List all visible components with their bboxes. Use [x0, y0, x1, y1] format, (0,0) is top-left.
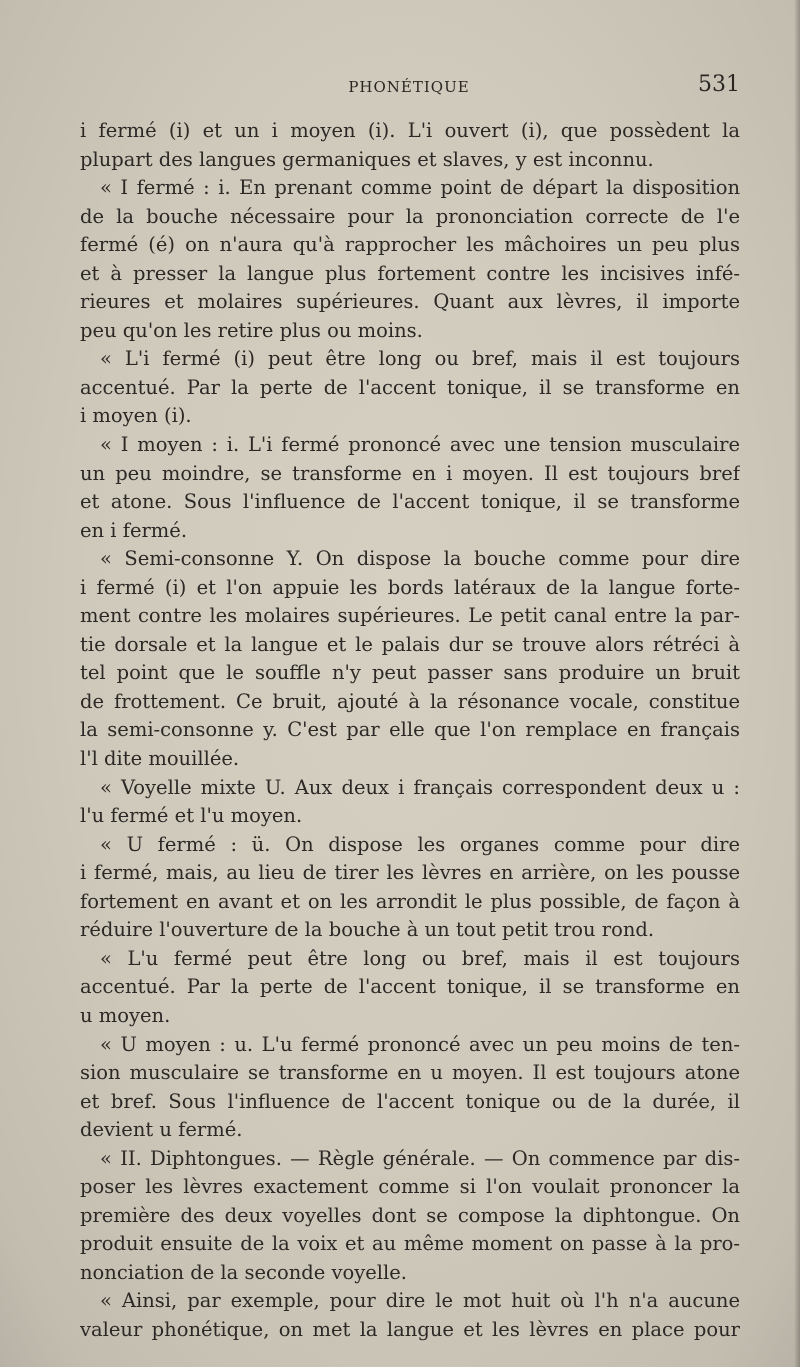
text-line: i moyen (i). — [80, 404, 192, 428]
text-line: et à presser la langue plus fortement contre les incisives infé- — [80, 261, 740, 285]
text-line: accentué. Par la perte de l'accent tonique, il se transforme en — [80, 375, 740, 399]
text-line: « II. Diphtongues. — Règle générale. — On commence par dis- — [100, 1146, 740, 1170]
page-number: 531 — [698, 72, 740, 97]
text-line: fortement en avant et on les arrondit le plus possible, de façon à — [80, 889, 740, 913]
text-line: i fermé, mais, au lieu de tirer les lèvres en arrière, on les pousse — [80, 861, 740, 885]
text-line: i fermé (i) et l'on appuie les bords latéraux de la langue forte- — [80, 575, 740, 599]
text-line: « Ainsi, par exemple, pour dire le mot huit où l'h n'a aucune — [100, 1289, 740, 1313]
text-line: l'l dite mouillée. — [80, 747, 240, 771]
text-line: « I moyen : i. L'i fermé prononcé avec une tension musculaire — [100, 433, 740, 457]
text-line: nonciation de la seconde voyelle. — [80, 1260, 408, 1284]
text-line: « L'i fermé (i) peut être long ou bref, mais il est toujours — [100, 347, 740, 371]
text-line: fermé (é) on n'aura qu'à rapprocher les mâchoires un peu plus — [80, 233, 740, 257]
text-line: « L'u fermé peut être long ou bref, mais il est toujours — [100, 946, 740, 970]
text-line: plupart des langues germaniques et slaves, y est inconnu. — [80, 147, 654, 171]
text-line: i fermé (i) et un i moyen (i). L'i ouvert (i), que possèdent la — [80, 119, 740, 142]
text-line: accentué. Par la perte de l'accent tonique, il se transforme en — [80, 975, 740, 999]
text-line: tel point que le souffle n'y peut passer sans produire un bruit — [80, 661, 740, 685]
text-line: peu qu'on les retire plus ou moins. — [80, 318, 423, 342]
text-line: devient u fermé. — [80, 1118, 243, 1142]
text-line: produit ensuite de la voix et au même moment on passe à la pro- — [80, 1232, 740, 1256]
text-line: valeur phonétique, on met la langue et les lèvres en place pour — [80, 1317, 740, 1341]
text-line: un peu moindre, se transforme en i moyen. Il est toujours bref — [80, 461, 740, 485]
text-line: réduire l'ouverture de la bouche à un tout petit trou rond. — [80, 918, 655, 942]
text-line: la semi-consonne y. C'est par elle que l'on remplace en français — [80, 718, 740, 742]
text-line: première des deux voyelles dont se compose la diphtongue. On — [80, 1203, 740, 1227]
text-line: et bref. Sous l'influence de l'accent tonique ou de la durée, il — [80, 1089, 740, 1113]
text-line: « U moyen : u. L'u fermé prononcé avec un peu moins de ten- — [100, 1032, 740, 1056]
text-line: en i fermé. — [80, 518, 188, 542]
text-line: « U fermé : ü. On dispose les organes comme pour dire — [100, 832, 740, 856]
page-edge-shadow — [794, 0, 800, 1367]
text-line: de la bouche nécessaire pour la prononciation correcte de l'e — [80, 204, 740, 228]
text-line: l'u fermé et l'u moyen. — [80, 804, 303, 828]
text-line: poser les lèvres exactement comme si l'on voulait prononcer la — [80, 1175, 740, 1199]
body-text — [80, 117, 740, 1345]
text-line: « Voyelle mixte U. Aux deux i français correspondent deux u : — [100, 775, 740, 799]
text-line: de frottement. Ce bruit, ajouté à la résonance vocale, constitue — [80, 689, 740, 713]
running-title: PHONÉTIQUE — [348, 78, 470, 96]
text-line: « I fermé : i. En prenant comme point de départ la disposition — [100, 176, 740, 200]
text-line: rieures et molaires supérieures. Quant aux lèvres, il importe — [80, 290, 740, 314]
text-line: tie dorsale et la langue et le palais dur se trouve alors rétréci à — [80, 632, 740, 656]
text-line: u moyen. — [80, 1003, 171, 1027]
running-head — [78, 72, 740, 102]
text-line: ment contre les molaires supérieures. Le petit canal entre la par- — [80, 604, 740, 628]
text-line: et atone. Sous l'influence de l'accent tonique, il se transforme — [80, 490, 740, 514]
text-line: « Semi-consonne Y. On dispose la bouche comme pour dire — [100, 547, 740, 571]
text-line: sion musculaire se transforme en u moyen. Il est toujours atone — [80, 1061, 740, 1085]
